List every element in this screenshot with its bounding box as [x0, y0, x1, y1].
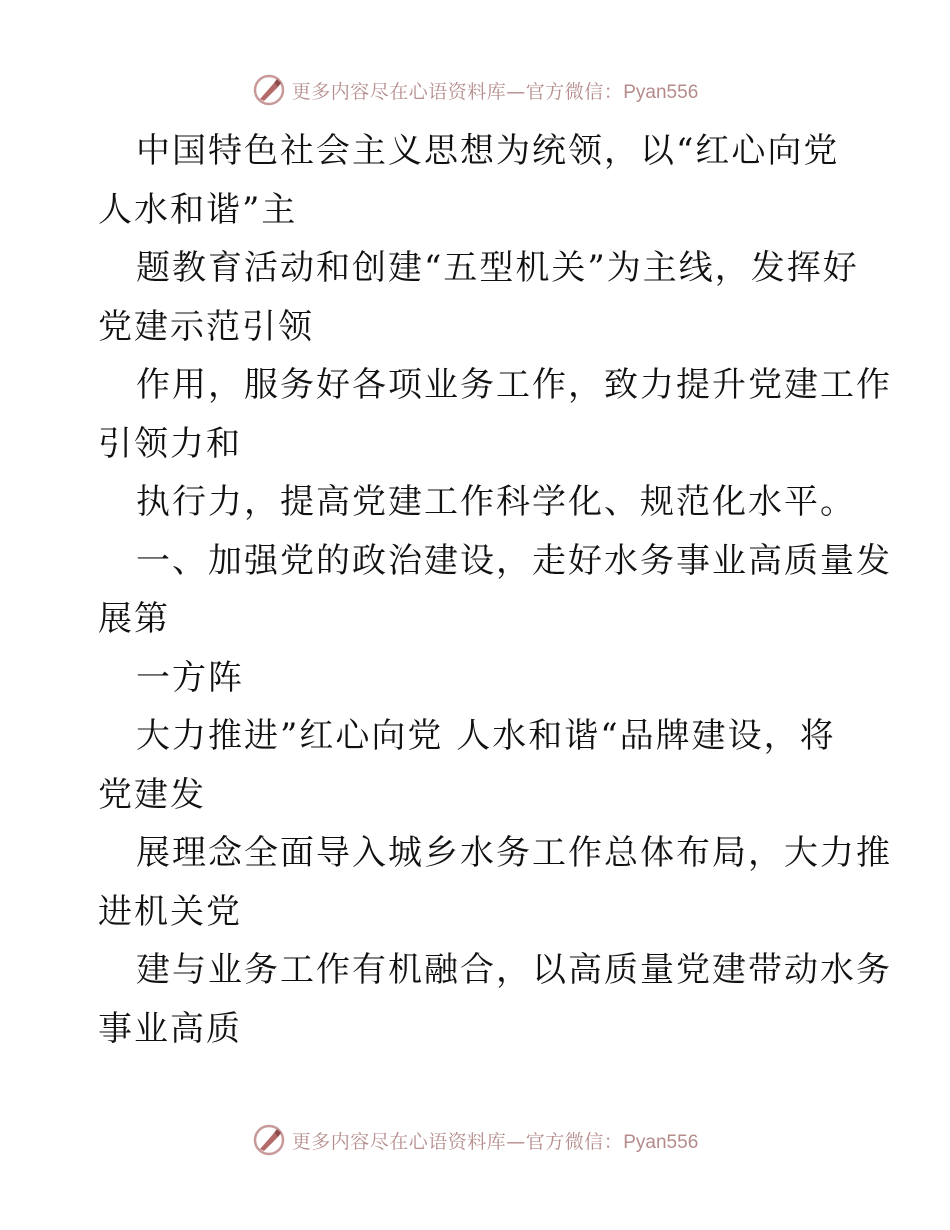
watermark-text: 更多内容尽在心语资料库—官方微信：Pyan556: [291, 80, 699, 103]
text-line: 一方阵: [136, 657, 244, 698]
text-line: 建与业务工作有机融合，以高质量党建带动水务: [136, 950, 892, 990]
text-line: 展理念全面导入城乡水务工作总体布局，大力推: [136, 833, 892, 873]
header-watermark: [0, 70, 950, 110]
watermark-text: 更多内容尽在心语资料库—官方微信：Pyan556: [291, 1130, 699, 1153]
text-line: 一、加强党的政治建设，走好水务事业高质量发: [136, 540, 892, 581]
pen-quill-logo-icon: [252, 73, 286, 107]
document-body: [98, 122, 892, 1058]
text-line: 人水和谐”主: [98, 189, 298, 230]
text-line: 引领力和: [98, 423, 242, 464]
pen-quill-logo-icon: [252, 1123, 286, 1157]
text-line: 执行力，提高党建工作科学化、规范化水平。: [136, 482, 856, 522]
text-line: 大力推进”红心向党 人水和谐“品牌建设，将: [136, 716, 836, 756]
text-line: 事业高质: [98, 1008, 242, 1049]
text-line: 进机关党: [98, 891, 242, 932]
text-line: 展第: [98, 599, 170, 639]
text-line: 作用，服务好各项业务工作，致力提升党建工作: [136, 365, 892, 405]
text-line: 党建发: [98, 774, 206, 815]
text-line: 题教育活动和创建“五型机关”为主线，发挥好: [136, 248, 859, 288]
text-line: 中国特色社会主义思想为统领，以“红心向党: [136, 131, 840, 171]
text-line: 党建示范引领: [98, 306, 314, 347]
footer-watermark: [0, 1120, 950, 1160]
